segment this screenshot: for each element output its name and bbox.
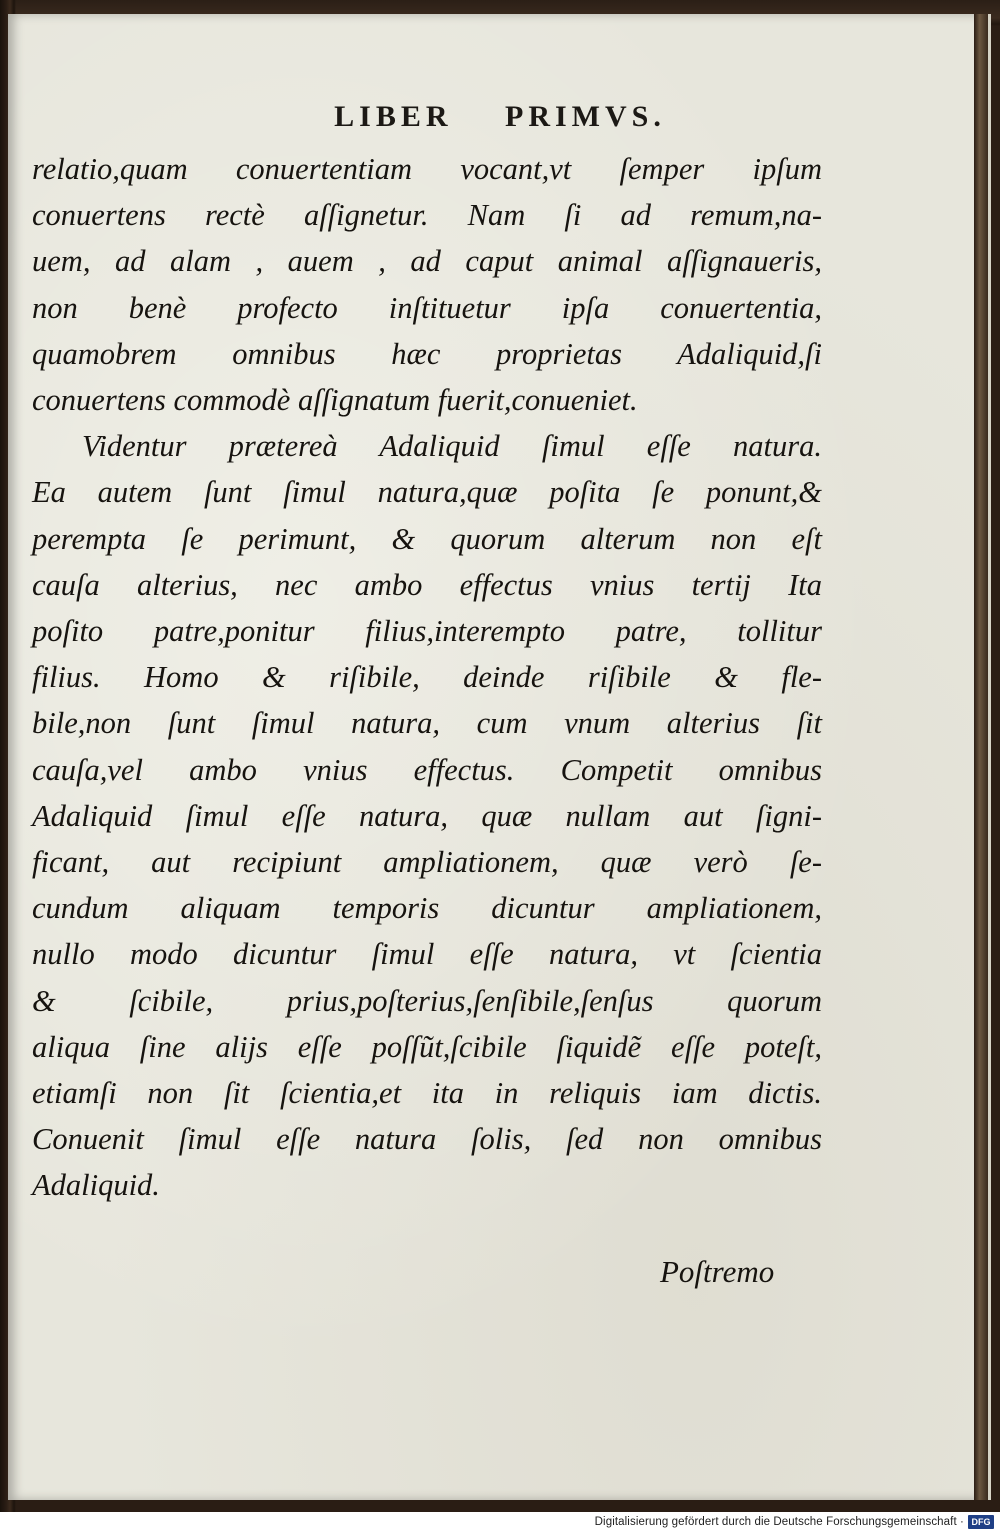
text-line: Conuenit ſimul eſſe natura ſolis, ſed non omnibus: [32, 1122, 822, 1157]
running-head-left: LIBER: [334, 100, 453, 133]
catchword: Poſtremo: [660, 1254, 775, 1289]
text-line: bile,non ſunt ſimul natura, cum vnum alterius ſit: [32, 706, 822, 741]
text-line: perempta ſe perimunt, & quorum alterum non eſt: [32, 521, 822, 556]
text-line: Adaliquid ſimul eſſe natura, quæ nullam aut ſigni-: [32, 798, 822, 833]
text-line: conuertens rectè aſſignetur. Nam ſi ad remum,na-: [32, 198, 822, 233]
text-line: relatio,quam conuertentiam vocant,vt ſemper ipſum: [32, 152, 822, 186]
text-line: etiamſi non ſit ſcientia,et ita in reliquis iam dictis.: [32, 1076, 822, 1111]
text-line: uem, ad alam , auem , ad caput animal aſſignaueris,: [32, 244, 822, 279]
text-line: cundum aliquam temporis dicuntur ampliationem,: [32, 891, 822, 926]
text-line: & ſcibile, prius,poſterius,ſenſibile,ſenſus quorum: [32, 983, 822, 1018]
text-line: filius. Homo & riſibile, deinde riſibile & fle-: [32, 660, 822, 695]
dfg-logo-icon: DFG: [968, 1515, 994, 1529]
text-line: Videntur prætereà Adaliquid ſimul eſſe natura.: [82, 429, 822, 464]
text-line: Ea autem ſunt ſimul natura,quæ poſita ſe ponunt,&: [32, 475, 822, 510]
body-text: [32, 146, 822, 1209]
text-line: non benè profecto inſtituetur ipſa conuertentia,: [32, 290, 822, 325]
digitization-credit: Digitalisierung gefördert durch die Deutsche Forschungsgemeinschaft ·: [594, 1516, 964, 1528]
text-line: aliqua ſine alijs eſſe poſſũt,ſcibile ſiquidẽ eſſe poteſt,: [32, 1029, 822, 1064]
text-line: Adaliquid.: [32, 1168, 160, 1203]
text-line: conuertens commodè aſſignatum fuerit,conueniet.: [32, 383, 638, 418]
text-line: nullo modo dicuntur ſimul eſſe natura, vt ſcientia: [32, 937, 822, 972]
text-line: cauſa,vel ambo vnius effectus. Competit omnibus: [32, 752, 822, 787]
text-line: quamobrem omnibus hæc proprietas Adaliquid,ſi: [32, 336, 822, 371]
running-head-right: PRIMVS.: [505, 100, 666, 133]
footer-bar: [0, 1512, 1000, 1534]
page-edge: [974, 14, 988, 1500]
text-line: ficant, aut recipiunt ampliationem, quæ verò ſe-: [32, 845, 822, 880]
text-line: poſito patre,ponitur filius,interempto patre, tollitur: [32, 614, 822, 649]
text-line: cauſa alterius, nec ambo effectus vnius tertij Ita: [32, 567, 822, 602]
running-head: [0, 100, 1000, 134]
